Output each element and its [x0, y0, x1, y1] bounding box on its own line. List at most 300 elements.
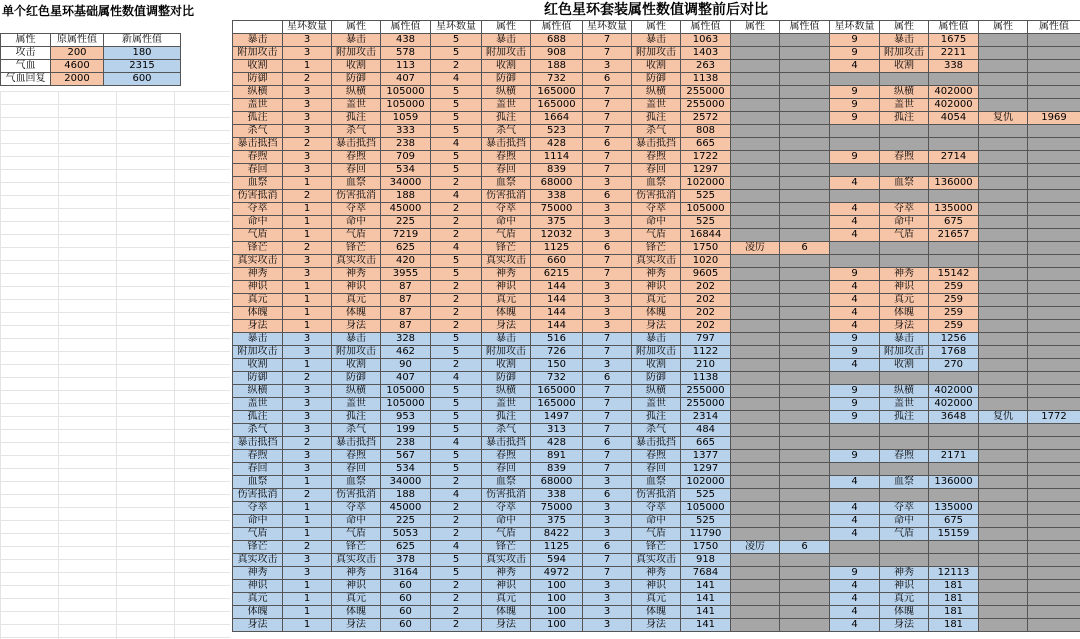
data-cell[interactable]: 1 [283, 229, 332, 242]
data-cell[interactable]: 45000 [381, 203, 431, 216]
data-cell[interactable]: 真元 [482, 294, 531, 307]
data-cell[interactable]: 1297 [681, 164, 731, 177]
data-cell[interactable]: 6 [583, 437, 632, 450]
data-cell[interactable] [1028, 502, 1080, 515]
data-cell[interactable]: 体魄 [233, 307, 283, 320]
data-cell[interactable]: 102000 [681, 177, 731, 190]
data-cell[interactable] [1028, 567, 1080, 580]
data-cell[interactable]: 孤注 [332, 112, 381, 125]
data-cell[interactable] [780, 216, 830, 229]
data-cell[interactable] [929, 489, 979, 502]
data-cell[interactable]: 春煦 [482, 151, 531, 164]
data-cell[interactable]: 2 [431, 294, 482, 307]
data-cell[interactable]: 202 [681, 307, 731, 320]
data-cell[interactable]: 夺萃 [880, 502, 929, 515]
data-cell[interactable]: 259 [929, 294, 979, 307]
data-cell[interactable]: 真元 [632, 593, 681, 606]
data-cell[interactable]: 7 [583, 567, 632, 580]
data-cell[interactable]: 暴击抵挡 [332, 138, 381, 151]
data-cell[interactable]: 21657 [929, 229, 979, 242]
data-cell[interactable] [780, 281, 830, 294]
data-cell[interactable]: 孤注 [482, 411, 531, 424]
data-cell[interactable]: 春回 [233, 164, 283, 177]
data-cell[interactable]: 暴击抵挡 [482, 138, 531, 151]
data-cell[interactable] [880, 424, 929, 437]
data-cell[interactable]: 338 [929, 60, 979, 73]
data-cell[interactable]: 202 [681, 320, 731, 333]
data-cell[interactable] [731, 619, 780, 632]
data-cell[interactable]: 春回 [332, 164, 381, 177]
data-cell[interactable]: 2714 [929, 151, 979, 164]
data-cell[interactable]: 9 [830, 86, 880, 99]
data-cell[interactable]: 534 [381, 463, 431, 476]
data-cell[interactable]: 命中 [632, 216, 681, 229]
data-cell[interactable]: 5 [431, 99, 482, 112]
data-cell[interactable]: 7 [583, 164, 632, 177]
data-cell[interactable]: 收割 [332, 359, 381, 372]
data-cell[interactable]: 夺萃 [332, 203, 381, 216]
data-cell[interactable] [1028, 294, 1080, 307]
data-cell[interactable]: 263 [681, 60, 731, 73]
data-cell[interactable]: 3 [283, 34, 332, 47]
data-cell[interactable]: 真元 [632, 294, 681, 307]
data-cell[interactable]: 春回 [482, 164, 531, 177]
data-cell[interactable]: 春回 [632, 164, 681, 177]
data-cell[interactable]: 333 [381, 125, 431, 138]
data-cell[interactable]: 防御 [233, 73, 283, 86]
data-cell[interactable] [1028, 151, 1080, 164]
data-cell[interactable]: 726 [531, 346, 583, 359]
data-cell[interactable]: 体魄 [482, 606, 531, 619]
data-cell[interactable] [1028, 437, 1080, 450]
data-cell[interactable]: 收割 [233, 60, 283, 73]
data-cell[interactable]: 9 [830, 567, 880, 580]
data-cell[interactable]: 1 [283, 619, 332, 632]
data-cell[interactable]: 春煦 [482, 450, 531, 463]
data-cell[interactable]: 神识 [332, 281, 381, 294]
data-cell[interactable]: 15159 [929, 528, 979, 541]
data-cell[interactable] [979, 281, 1028, 294]
data-cell[interactable]: 202 [681, 294, 731, 307]
data-cell[interactable]: 4 [830, 476, 880, 489]
data-cell[interactable]: 附加攻击 [332, 47, 381, 60]
data-cell[interactable] [979, 216, 1028, 229]
data-cell[interactable]: 9 [830, 411, 880, 424]
data-cell[interactable] [979, 333, 1028, 346]
data-cell[interactable]: 3 [283, 346, 332, 359]
data-cell[interactable]: 428 [531, 138, 583, 151]
data-cell[interactable]: 神识 [880, 580, 929, 593]
data-cell[interactable]: 气盾 [482, 229, 531, 242]
data-cell[interactable] [979, 164, 1028, 177]
data-cell[interactable]: 3 [283, 450, 332, 463]
data-cell[interactable]: 5 [431, 346, 482, 359]
data-cell[interactable] [780, 554, 830, 567]
data-cell[interactable]: 收割 [632, 60, 681, 73]
data-cell[interactable]: 7 [583, 463, 632, 476]
data-cell[interactable]: 孤注 [233, 411, 283, 424]
data-cell[interactable]: 复仇 [979, 112, 1028, 125]
data-cell[interactable] [780, 580, 830, 593]
data-cell[interactable] [731, 398, 780, 411]
data-cell[interactable] [830, 554, 880, 567]
data-cell[interactable]: 7 [583, 151, 632, 164]
data-cell[interactable]: 60 [381, 580, 431, 593]
data-cell[interactable]: 402000 [929, 385, 979, 398]
data-cell[interactable]: 188 [531, 60, 583, 73]
data-cell[interactable]: 5 [431, 554, 482, 567]
data-cell[interactable] [731, 489, 780, 502]
data-cell[interactable]: 收割 [233, 359, 283, 372]
data-cell[interactable] [979, 593, 1028, 606]
data-cell[interactable]: 真元 [233, 294, 283, 307]
data-cell[interactable]: 血祭 [332, 177, 381, 190]
data-cell[interactable]: 3 [583, 593, 632, 606]
data-cell[interactable]: 567 [381, 450, 431, 463]
data-cell[interactable]: 命中 [482, 515, 531, 528]
data-cell[interactable] [731, 255, 780, 268]
data-cell[interactable]: 真元 [332, 593, 381, 606]
data-cell[interactable] [979, 125, 1028, 138]
data-cell[interactable]: 锋芒 [332, 541, 381, 554]
data-cell[interactable]: 3955 [381, 268, 431, 281]
data-cell[interactable] [1028, 190, 1080, 203]
data-cell[interactable] [1028, 164, 1080, 177]
data-cell[interactable] [780, 138, 830, 151]
data-cell[interactable]: 春煦 [880, 151, 929, 164]
data-cell[interactable]: 纵横 [880, 385, 929, 398]
data-cell[interactable]: 盖世 [632, 398, 681, 411]
data-cell[interactable] [780, 463, 830, 476]
data-cell[interactable] [929, 190, 979, 203]
data-cell[interactable]: 5 [431, 450, 482, 463]
data-cell[interactable]: 3 [583, 606, 632, 619]
data-cell[interactable]: 7 [583, 47, 632, 60]
data-cell[interactable]: 141 [681, 619, 731, 632]
data-cell[interactable] [880, 489, 929, 502]
data-cell[interactable]: 锋芒 [632, 541, 681, 554]
data-cell[interactable]: 盖世 [233, 398, 283, 411]
header-cell[interactable]: 属性 [632, 21, 681, 34]
data-cell[interactable]: 165000 [531, 86, 583, 99]
data-cell[interactable] [1028, 359, 1080, 372]
data-cell[interactable]: 身法 [482, 619, 531, 632]
data-cell[interactable] [731, 515, 780, 528]
data-cell[interactable]: 4 [830, 177, 880, 190]
data-cell[interactable]: 孤注 [880, 411, 929, 424]
data-cell[interactable]: 7 [583, 34, 632, 47]
data-cell[interactable]: 孤注 [482, 112, 531, 125]
data-cell[interactable]: 防御 [632, 73, 681, 86]
data-cell[interactable]: 1377 [681, 450, 731, 463]
data-cell[interactable]: 命中 [632, 515, 681, 528]
data-cell[interactable] [979, 177, 1028, 190]
data-cell[interactable]: 4 [830, 60, 880, 73]
data-cell[interactable]: 1297 [681, 463, 731, 476]
data-cell[interactable] [731, 567, 780, 580]
data-cell[interactable]: 杀气 [632, 424, 681, 437]
data-cell[interactable]: 375 [531, 515, 583, 528]
data-cell[interactable] [1028, 476, 1080, 489]
data-cell[interactable]: 438 [381, 34, 431, 47]
data-cell[interactable]: 纵横 [332, 86, 381, 99]
data-cell[interactable]: 1 [283, 203, 332, 216]
data-cell[interactable] [780, 567, 830, 580]
data-cell[interactable]: 407 [381, 73, 431, 86]
data-cell[interactable]: 3 [283, 385, 332, 398]
data-cell[interactable]: 255000 [681, 385, 731, 398]
data-cell[interactable]: 4 [431, 437, 482, 450]
data-cell[interactable]: 暴击抵挡 [233, 138, 283, 151]
data-cell[interactable]: 105000 [681, 502, 731, 515]
data-cell[interactable]: 纵横 [632, 86, 681, 99]
data-cell[interactable]: 伤害抵消 [233, 489, 283, 502]
header-cell[interactable]: 星环数量 [431, 21, 482, 34]
data-cell[interactable]: 防御 [482, 372, 531, 385]
data-cell[interactable]: 9 [830, 151, 880, 164]
data-cell[interactable]: 6 [583, 372, 632, 385]
data-cell[interactable]: 3 [583, 216, 632, 229]
data-cell[interactable]: 4 [830, 281, 880, 294]
data-cell[interactable] [979, 489, 1028, 502]
data-cell[interactable]: 238 [381, 437, 431, 450]
data-cell[interactable] [979, 346, 1028, 359]
data-cell[interactable]: 3 [283, 164, 332, 177]
data-cell[interactable]: 2 [431, 593, 482, 606]
data-cell[interactable]: 附加攻击 [632, 47, 681, 60]
data-cell[interactable]: 防御 [233, 372, 283, 385]
data-cell[interactable]: 4 [830, 307, 880, 320]
data-cell[interactable] [979, 398, 1028, 411]
data-cell[interactable]: 附加攻击 [233, 47, 283, 60]
data-cell[interactable]: 4972 [531, 567, 583, 580]
data-cell[interactable] [731, 346, 780, 359]
data-cell[interactable]: 血祭 [880, 476, 929, 489]
data-cell[interactable]: 105000 [381, 86, 431, 99]
data-cell[interactable] [1028, 203, 1080, 216]
header-cell[interactable]: 星环数量 [583, 21, 632, 34]
data-cell[interactable] [1028, 307, 1080, 320]
data-cell[interactable] [830, 541, 880, 554]
header-cell[interactable]: 属性值 [681, 21, 731, 34]
data-cell[interactable]: 1063 [681, 34, 731, 47]
data-cell[interactable]: 4 [830, 203, 880, 216]
data-cell[interactable]: 锋芒 [482, 242, 531, 255]
data-cell[interactable]: 3 [583, 502, 632, 515]
data-cell[interactable] [830, 437, 880, 450]
data-cell[interactable]: 暴击 [880, 333, 929, 346]
data-cell[interactable]: 2 [283, 242, 332, 255]
data-cell[interactable]: 伤害抵消 [632, 489, 681, 502]
data-cell[interactable]: 1 [283, 177, 332, 190]
header-cell[interactable]: 属性 [731, 21, 780, 34]
data-cell[interactable]: 真元 [332, 294, 381, 307]
data-cell[interactable]: 1497 [531, 411, 583, 424]
data-cell[interactable] [979, 255, 1028, 268]
data-cell[interactable] [780, 593, 830, 606]
data-cell[interactable] [780, 619, 830, 632]
data-cell[interactable]: 1256 [929, 333, 979, 346]
data-cell[interactable]: 484 [681, 424, 731, 437]
data-cell[interactable]: 199 [381, 424, 431, 437]
data-cell[interactable]: 身法 [880, 320, 929, 333]
data-cell[interactable] [731, 593, 780, 606]
data-cell[interactable]: 402000 [929, 398, 979, 411]
data-cell[interactable] [780, 177, 830, 190]
data-cell[interactable]: 1969 [1028, 112, 1080, 125]
data-cell[interactable]: 165000 [531, 99, 583, 112]
data-cell[interactable]: 87 [381, 281, 431, 294]
data-cell[interactable] [830, 73, 880, 86]
data-cell[interactable]: 665 [681, 437, 731, 450]
data-cell[interactable]: 3 [583, 359, 632, 372]
data-cell[interactable]: 891 [531, 450, 583, 463]
data-cell[interactable]: 87 [381, 294, 431, 307]
data-cell[interactable]: 105000 [381, 398, 431, 411]
data-cell[interactable]: 9 [830, 268, 880, 281]
data-cell[interactable]: 7 [583, 99, 632, 112]
data-cell[interactable]: 5 [431, 411, 482, 424]
data-cell[interactable]: 45000 [381, 502, 431, 515]
data-cell[interactable]: 夺萃 [482, 203, 531, 216]
data-cell[interactable]: 夺萃 [332, 502, 381, 515]
data-cell[interactable] [731, 177, 780, 190]
data-cell[interactable]: 594 [531, 554, 583, 567]
data-cell[interactable]: 春回 [332, 463, 381, 476]
data-cell[interactable]: 杀气 [332, 424, 381, 437]
data-cell[interactable]: 收割 [880, 359, 929, 372]
data-cell[interactable]: 防御 [632, 372, 681, 385]
header-cell[interactable]: 原属性值 [51, 34, 104, 47]
data-cell[interactable] [780, 294, 830, 307]
data-cell[interactable]: 1 [283, 216, 332, 229]
data-cell[interactable]: 血祭 [482, 476, 531, 489]
data-cell[interactable]: 1059 [381, 112, 431, 125]
data-cell[interactable]: 100 [531, 593, 583, 606]
data-cell[interactable]: 锋芒 [233, 541, 283, 554]
data-cell[interactable]: 3 [583, 476, 632, 489]
data-cell[interactable]: 4 [830, 593, 880, 606]
data-cell[interactable]: 6 [583, 489, 632, 502]
data-cell[interactable] [979, 554, 1028, 567]
data-cell[interactable]: 神秀 [880, 567, 929, 580]
data-cell[interactable]: 402000 [929, 86, 979, 99]
data-cell[interactable]: 3 [583, 203, 632, 216]
data-cell[interactable] [979, 385, 1028, 398]
data-cell[interactable]: 体魄 [880, 606, 929, 619]
data-cell[interactable]: 5 [431, 463, 482, 476]
data-cell[interactable]: 3 [583, 229, 632, 242]
data-cell[interactable]: 3 [583, 580, 632, 593]
data-cell[interactable]: 1 [283, 580, 332, 593]
data-cell[interactable]: 春煦 [233, 450, 283, 463]
data-cell[interactable]: 真实攻击 [632, 255, 681, 268]
data-cell[interactable] [1028, 463, 1080, 476]
data-cell[interactable]: 3 [283, 411, 332, 424]
stat-name-cell[interactable]: 气血 [1, 60, 51, 73]
data-cell[interactable]: 255000 [681, 86, 731, 99]
data-cell[interactable]: 1020 [681, 255, 731, 268]
data-cell[interactable]: 5 [431, 34, 482, 47]
data-cell[interactable]: 953 [381, 411, 431, 424]
data-cell[interactable] [731, 437, 780, 450]
data-cell[interactable]: 1 [283, 307, 332, 320]
data-cell[interactable] [830, 489, 880, 502]
data-cell[interactable]: 神识 [632, 580, 681, 593]
data-cell[interactable]: 暴击 [233, 333, 283, 346]
data-cell[interactable] [979, 242, 1028, 255]
data-cell[interactable]: 命中 [332, 216, 381, 229]
data-cell[interactable]: 1138 [681, 372, 731, 385]
data-cell[interactable] [731, 359, 780, 372]
data-cell[interactable]: 378 [381, 554, 431, 567]
data-cell[interactable]: 真实攻击 [233, 554, 283, 567]
data-cell[interactable]: 34000 [381, 177, 431, 190]
data-cell[interactable]: 165000 [531, 385, 583, 398]
data-cell[interactable]: 4 [830, 320, 880, 333]
data-cell[interactable] [830, 255, 880, 268]
data-cell[interactable]: 15142 [929, 268, 979, 281]
data-cell[interactable] [880, 463, 929, 476]
data-cell[interactable]: 真元 [233, 593, 283, 606]
data-cell[interactable] [780, 268, 830, 281]
data-cell[interactable]: 7 [583, 411, 632, 424]
data-cell[interactable]: 命中 [332, 515, 381, 528]
data-cell[interactable]: 暴击 [632, 34, 681, 47]
data-cell[interactable]: 2 [431, 359, 482, 372]
data-cell[interactable]: 凌厉 [731, 242, 780, 255]
data-cell[interactable] [1028, 333, 1080, 346]
data-cell[interactable] [1028, 86, 1080, 99]
data-cell[interactable]: 真实攻击 [482, 255, 531, 268]
data-cell[interactable]: 3 [583, 307, 632, 320]
data-cell[interactable] [731, 424, 780, 437]
data-cell[interactable]: 181 [929, 606, 979, 619]
data-cell[interactable] [830, 125, 880, 138]
data-cell[interactable] [780, 86, 830, 99]
data-cell[interactable]: 2 [431, 281, 482, 294]
data-cell[interactable]: 3 [283, 567, 332, 580]
header-cell[interactable]: 新属性值 [104, 34, 181, 47]
data-cell[interactable]: 气盾 [880, 528, 929, 541]
data-cell[interactable]: 1 [283, 320, 332, 333]
data-cell[interactable]: 收割 [632, 359, 681, 372]
data-cell[interactable]: 附加攻击 [233, 346, 283, 359]
data-cell[interactable] [731, 411, 780, 424]
data-cell[interactable] [979, 515, 1028, 528]
data-cell[interactable]: 盖世 [332, 99, 381, 112]
data-cell[interactable] [780, 99, 830, 112]
data-cell[interactable]: 5 [431, 164, 482, 177]
data-cell[interactable]: 春煦 [233, 151, 283, 164]
data-cell[interactable]: 锋芒 [332, 242, 381, 255]
data-cell[interactable] [880, 164, 929, 177]
data-cell[interactable]: 附加攻击 [482, 47, 531, 60]
data-cell[interactable] [830, 164, 880, 177]
data-cell[interactable]: 516 [531, 333, 583, 346]
data-cell[interactable]: 5 [431, 268, 482, 281]
data-cell[interactable]: 2 [431, 177, 482, 190]
data-cell[interactable]: 2211 [929, 47, 979, 60]
data-cell[interactable]: 2 [431, 606, 482, 619]
data-cell[interactable] [1028, 385, 1080, 398]
data-cell[interactable]: 暴击 [880, 34, 929, 47]
data-cell[interactable] [780, 307, 830, 320]
data-cell[interactable]: 688 [531, 34, 583, 47]
data-cell[interactable] [1028, 255, 1080, 268]
data-cell[interactable]: 4 [830, 502, 880, 515]
data-cell[interactable] [780, 333, 830, 346]
